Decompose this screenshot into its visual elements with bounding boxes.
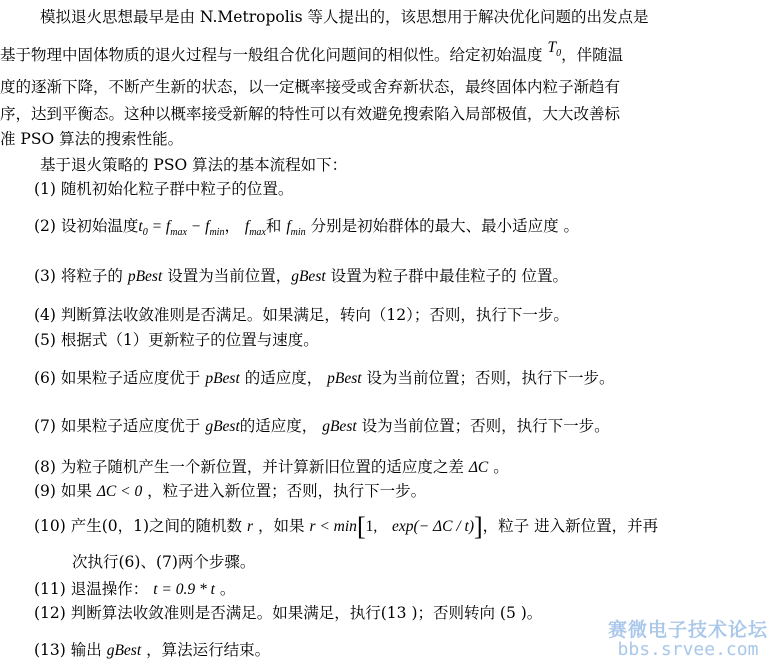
fmax-ref <box>244 218 266 238</box>
intro-text: 基于退火策略的 PSO 算法的基本流程如下： <box>40 156 348 174</box>
paragraph1-line4: 序，达到平衡态。这种以概率接受新解的特性可以有效避免搜索陷入局部极值，大大改善标 <box>0 105 621 123</box>
delta-c-term: ΔC <box>468 459 489 476</box>
temperature-symbol-t: T <box>547 39 557 56</box>
pbest-term: pBest <box>127 268 163 285</box>
step-6-pbest-term: pBest <box>205 370 240 387</box>
step-7-gbest-term-2: gBest <box>322 418 357 435</box>
step-9 <box>34 481 426 502</box>
step-11-text-a: (11) 退温操作： <box>34 580 149 598</box>
fmin-ref <box>286 218 306 238</box>
step-3 <box>34 266 568 287</box>
step-2-comma: ， <box>224 217 240 235</box>
step-2-text-d: 分别是初始群体的最大、最小适应度 。 <box>310 217 580 235</box>
forum-watermark <box>608 621 768 660</box>
step-8 <box>34 457 509 478</box>
watermark-forum-name: 赛微电子技术论坛 <box>607 619 768 642</box>
step-13-text-a: (13) 输出 <box>34 641 102 659</box>
paragraph1-line5: 准 PSO 算法的搜索性能。 <box>0 130 184 148</box>
step-7-gbest-term: gBest <box>205 418 240 435</box>
step-8-text-a: (8) 为粒子随机产生一个新位置，并计算新旧位置的适应度之差 <box>34 458 464 476</box>
bracket-one: 1, <box>365 518 378 535</box>
step-7-text-c: 设为当前位置；否则，执行下一步。 <box>361 417 610 435</box>
step-4: (4) 判断算法收敛准则是否满足。如果满足，转向（12）；否则，执行下一步。 <box>34 306 569 324</box>
min-ref-subscript: min <box>290 227 306 238</box>
step-9-text-b: ，粒子进入新位置；否则，执行下一步。 <box>147 482 427 500</box>
step-9-text-a: (9) 如果 <box>34 482 92 500</box>
step-12: (12) 判断算法收敛准则是否满足。如果满足，执行(13 )；否则转向 (5 )。 <box>34 604 543 622</box>
paragraph1-line2-text-a: 基于物理中固体物质的退火过程与一般组合优化问题间的相似性。给定初始温度 <box>0 46 543 64</box>
step-10-text-a: (10) 产生(0，1)之间的随机数 <box>34 517 243 535</box>
r-min-condition: r < min <box>309 518 357 535</box>
step-11 <box>34 579 235 600</box>
step-1: (1) 随机初始化粒子群中粒子的位置。 <box>34 180 294 198</box>
max-ref-subscript: max <box>249 227 266 238</box>
paragraph1-line2-text-b: ，伴随温 <box>561 46 624 64</box>
f-min-symbol: f <box>205 218 210 235</box>
t-subscript: 0 <box>142 227 148 238</box>
min-subscript: min <box>209 227 225 238</box>
initial-temperature-symbol <box>547 39 562 59</box>
step-6-text-b: 的适应度， <box>244 369 323 387</box>
step-6-text-a: (6) 如果粒子适应度优于 <box>34 369 201 387</box>
temperature-symbol-subscript: 0 <box>556 48 562 59</box>
minus-sign: − <box>186 218 206 235</box>
f-max-ref-symbol: f <box>244 218 250 235</box>
step-8-text-b: 。 <box>493 458 509 476</box>
step-3-text-c: 设置为粒子群中最佳粒子的 位置。 <box>330 267 569 285</box>
step-7-text-a: (7) 如果粒子适应度优于 <box>34 417 201 435</box>
step-2 <box>34 216 579 243</box>
cooling-formula: t = 0.9 * t <box>153 581 215 598</box>
step-7-text-b: 的适应度， <box>239 417 318 435</box>
step-13-text-b: ，算法运行结束。 <box>146 641 271 659</box>
watermark-url: bbs.srvee.com <box>617 639 759 661</box>
t-symbol: t <box>138 218 143 235</box>
random-r-term: r <box>247 518 254 535</box>
step-2-text-a: (2) 设初始温度 <box>34 217 139 235</box>
exp-argument: (− ΔC / t) <box>413 518 474 535</box>
t0-formula <box>138 218 225 238</box>
step-2-and: 和 <box>265 217 282 235</box>
exp-function: exp <box>392 518 414 535</box>
right-bracket: ] <box>474 512 483 541</box>
paragraph1-line3: 度的逐渐下降，不断产生新的状态，以一定概率接受或舍弃新状态，最终固体内粒子渐趋有 <box>0 78 621 96</box>
step-10 <box>34 512 659 541</box>
step-11-text-b: 。 <box>219 580 236 598</box>
step-6-text-c: 设为当前位置；否则，执行下一步。 <box>366 369 615 387</box>
paragraph1-line1: 模拟退火思想最早是由 N.Metropolis 等人提出的，该思想用于解决优化问题的出发点是 <box>40 8 649 26</box>
step-5: (5) 根据式（1）更新粒子的位置与速度。 <box>34 331 319 349</box>
step-3-text-b: 设置为当前位置， <box>167 267 292 285</box>
step-10-text-b: ，如果 <box>257 517 305 535</box>
paragraph1-line2 <box>0 39 624 72</box>
step-3-text-a: (3) 将粒子的 <box>34 267 123 285</box>
step-6-pbest-term-2: pBest <box>327 370 362 387</box>
max-subscript: max <box>170 227 187 238</box>
step-10-text-c: ，粒子 进入新位置，并再 <box>482 517 659 535</box>
step-7 <box>34 416 610 437</box>
f-min-ref-symbol: f <box>286 218 291 235</box>
f-max-symbol: f <box>165 218 171 235</box>
equals-sign: = <box>147 218 166 235</box>
step-13 <box>34 640 270 661</box>
left-bracket: [ <box>356 512 366 541</box>
step-10-continued: 次执行(6)、(7)两个步骤。 <box>72 553 256 571</box>
step-6 <box>34 368 615 389</box>
delta-c-condition: ΔC < 0 <box>96 483 143 500</box>
gbest-term: gBest <box>291 268 326 285</box>
step-13-gbest-term: gBest <box>106 642 142 659</box>
